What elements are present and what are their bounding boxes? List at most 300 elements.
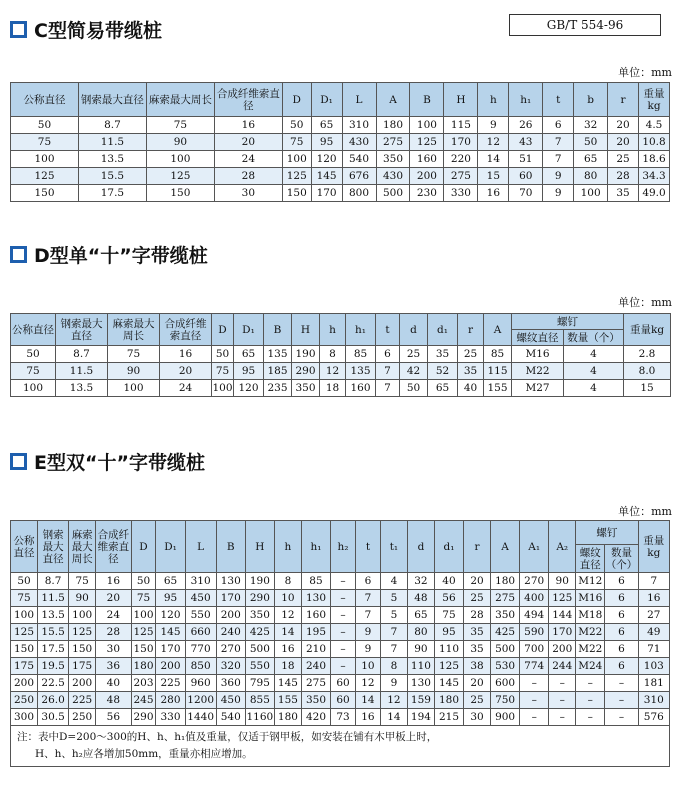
table-cell: 190 [292, 346, 320, 363]
table-d-header: d [400, 314, 428, 346]
table-cell: 170 [444, 134, 478, 151]
table-cell: 180 [434, 692, 463, 709]
table-cell: 36 [96, 658, 131, 675]
table-e-header: 麻索最大周长 [69, 521, 96, 573]
table-c-header: A [376, 83, 410, 117]
table-cell: 450 [185, 590, 216, 607]
table-cell: – [520, 709, 549, 726]
table-c-header: 公称直径 [11, 83, 79, 117]
table-cell: 275 [444, 168, 478, 185]
table-cell: 350 [491, 607, 520, 624]
section-d-title [10, 241, 208, 268]
table-cell: 35 [464, 641, 491, 658]
table-cell: 65 [311, 117, 342, 134]
standard-number-box: GB/T 554-96 [509, 14, 661, 36]
table-cell: 15.5 [78, 168, 146, 185]
table-cell: 250 [69, 709, 96, 726]
table-cell: M22 [576, 641, 605, 658]
table-cell: 400 [520, 590, 549, 607]
table-cell: 660 [185, 624, 216, 641]
table-cell: 11.5 [56, 363, 108, 380]
table-cell: 100 [574, 185, 608, 202]
table-cell: 35 [428, 346, 458, 363]
table-cell: 130 [216, 573, 245, 590]
table-cell: 100 [282, 151, 311, 168]
table-cell: 235 [264, 380, 292, 397]
blue-square-icon [10, 246, 27, 263]
table-row [11, 346, 671, 363]
table-cell: – [331, 607, 356, 624]
table-d-header: 螺钉 [512, 314, 624, 330]
table-c-header: B [410, 83, 444, 117]
table-cell: 203 [131, 675, 156, 692]
table-cell: 160 [346, 380, 376, 397]
table-cell: 125 [410, 134, 444, 151]
table-cell: 14 [380, 709, 407, 726]
table-cell: 7 [380, 624, 407, 641]
table-cell: 275 [491, 590, 520, 607]
table-cell: 230 [410, 185, 444, 202]
table-cell: 50 [11, 346, 56, 363]
table-cell: 20 [608, 117, 639, 134]
table-row [11, 185, 670, 202]
table-e-header: r [464, 521, 491, 573]
table-cell: 120 [156, 607, 185, 624]
table-cell: 550 [245, 658, 274, 675]
table-c [10, 82, 670, 202]
table-cell: 210 [301, 641, 330, 658]
table-d-header: d₁ [428, 314, 458, 346]
table-cell: 15.5 [38, 624, 69, 641]
table-cell: 12 [478, 134, 509, 151]
table-cell: 16 [478, 185, 509, 202]
section-e-title-text: E型双“十”字带缆桩 [34, 452, 205, 474]
table-cell: 28 [214, 168, 282, 185]
table-d-header: A [484, 314, 512, 346]
table-cell: 48 [96, 692, 131, 709]
table-row [11, 641, 670, 658]
table-cell: 17.5 [78, 185, 146, 202]
table-e-subheader: 数量（个） [605, 546, 638, 571]
unit-label-e: 单位：mm [618, 505, 672, 518]
table-cell: 170 [549, 624, 576, 641]
table-cell: 11.5 [38, 590, 69, 607]
table-cell: 850 [185, 658, 216, 675]
table-cell: 360 [216, 675, 245, 692]
table-cell: 145 [274, 675, 301, 692]
table-cell: 30 [214, 185, 282, 202]
table-cell: 95 [156, 590, 185, 607]
table-cell: 185 [264, 363, 292, 380]
table-cell: 145 [434, 675, 463, 692]
table-cell: 2.8 [624, 346, 671, 363]
table-cell: 20 [464, 675, 491, 692]
table-cell: 7 [638, 573, 669, 590]
table-cell: 51 [509, 151, 543, 168]
table-cell: 14 [274, 624, 301, 641]
note-line-2: H、h、h₂应各增加50mm，重量亦相应增加。 [35, 748, 253, 760]
table-cell: 100 [131, 607, 156, 624]
table-c-header: h [478, 83, 509, 117]
unit-label-d: 单位：mm [618, 296, 672, 309]
table-cell: 30 [96, 641, 131, 658]
table-cell: 95 [234, 363, 264, 380]
table-cell: 43 [509, 134, 543, 151]
table-cell: 144 [549, 607, 576, 624]
table-d-header: D [212, 314, 234, 346]
table-cell: 50 [212, 346, 234, 363]
table-cell: 71 [638, 641, 669, 658]
table-cell: 576 [638, 709, 669, 726]
table-cell: 65 [407, 607, 434, 624]
table-e-header: A₁ [520, 521, 549, 573]
table-cell: 350 [292, 380, 320, 397]
table-cell: 6 [376, 346, 400, 363]
table-cell: 494 [520, 607, 549, 624]
table-cell: 240 [216, 624, 245, 641]
table-cell: 350 [245, 607, 274, 624]
table-cell: 15 [624, 380, 671, 397]
table-e-header: t [355, 521, 380, 573]
table-cell: 100 [410, 117, 444, 134]
table-cell: 195 [301, 624, 330, 641]
table-c-header: t [543, 83, 574, 117]
table-cell: 310 [185, 573, 216, 590]
table-cell: 320 [216, 658, 245, 675]
table-cell: M18 [576, 607, 605, 624]
table-cell: 290 [245, 590, 274, 607]
table-cell: 9 [355, 624, 380, 641]
table-d [10, 313, 671, 397]
table-cell: 700 [520, 641, 549, 658]
table-cell: 200 [410, 168, 444, 185]
table-cell: 56 [96, 709, 131, 726]
table-cell: 150 [69, 641, 96, 658]
table-cell: 90 [69, 590, 96, 607]
table-cell: 85 [346, 346, 376, 363]
table-cell: 220 [444, 151, 478, 168]
table-cell: 200 [549, 641, 576, 658]
table-cell: 13.5 [56, 380, 108, 397]
table-cell: 115 [444, 117, 478, 134]
table-row [11, 117, 670, 134]
section-c-title [10, 16, 162, 43]
table-cell: 200 [11, 675, 38, 692]
table-cell: 6 [605, 624, 638, 641]
table-cell: 16 [96, 573, 131, 590]
table-cell: 125 [282, 168, 311, 185]
table-cell: 115 [484, 363, 512, 380]
table-cell: 6 [605, 573, 638, 590]
table-cell: 85 [301, 573, 330, 590]
table-cell: – [549, 675, 576, 692]
table-cell: 8 [274, 573, 301, 590]
table-cell: 1160 [245, 709, 274, 726]
table-cell: 50 [400, 380, 428, 397]
table-cell: 35 [458, 363, 484, 380]
table-e-header: L [185, 521, 216, 573]
table-cell: 42 [400, 363, 428, 380]
table-cell: 1200 [185, 692, 216, 709]
table-cell: 7 [376, 363, 400, 380]
table-cell: 175 [69, 658, 96, 675]
table-c-header: h₁ [509, 83, 543, 117]
table-d-header: 合成纤维索直径 [160, 314, 212, 346]
table-cell: 450 [216, 692, 245, 709]
table-d-header: B [264, 314, 292, 346]
table-cell: 194 [407, 709, 434, 726]
table-cell: 9 [380, 675, 407, 692]
table-c-header: D₁ [311, 83, 342, 117]
table-cell: 160 [410, 151, 444, 168]
table-cell: 7 [543, 134, 574, 151]
table-cell: 28 [464, 607, 491, 624]
table-cell: 8.7 [38, 573, 69, 590]
table-cell: 40 [96, 675, 131, 692]
table-cell: 100 [11, 607, 38, 624]
table-cell: M24 [576, 658, 605, 675]
table-cell: 38 [464, 658, 491, 675]
table-e-header: h [274, 521, 301, 573]
table-cell: 10 [355, 658, 380, 675]
table-cell: 159 [407, 692, 434, 709]
table-cell: 100 [11, 380, 56, 397]
table-cell: 125 [434, 658, 463, 675]
table-cell: 795 [245, 675, 274, 692]
table-cell: 8.7 [56, 346, 108, 363]
table-cell: 425 [491, 624, 520, 641]
table-cell: 6 [543, 117, 574, 134]
table-cell: 20 [214, 134, 282, 151]
table-cell: 16 [638, 590, 669, 607]
table-cell: 150 [146, 185, 214, 202]
table-cell: 73 [331, 709, 356, 726]
table-cell: 550 [185, 607, 216, 624]
table-cell: 75 [212, 363, 234, 380]
table-e-header: 公称直径 [11, 521, 38, 573]
table-cell: 7 [380, 641, 407, 658]
table-cell: 125 [131, 624, 156, 641]
table-cell: 50 [131, 573, 156, 590]
table-cell: 310 [342, 117, 376, 134]
table-cell: 145 [311, 168, 342, 185]
table-d-header: H [292, 314, 320, 346]
table-cell: 75 [69, 573, 96, 590]
table-cell: 150 [282, 185, 311, 202]
table-cell: 330 [156, 709, 185, 726]
table-cell: 52 [428, 363, 458, 380]
table-cell: 50 [574, 134, 608, 151]
table-cell: 855 [245, 692, 274, 709]
table-e [10, 520, 670, 767]
table-cell: 40 [434, 573, 463, 590]
table-cell: 145 [156, 624, 185, 641]
table-cell: 120 [234, 380, 264, 397]
table-cell: 35 [608, 185, 639, 202]
table-cell: 8 [380, 658, 407, 675]
table-cell: 65 [156, 573, 185, 590]
table-cell: 170 [311, 185, 342, 202]
table-cell: 500 [376, 185, 410, 202]
table-cell: 50 [11, 573, 38, 590]
table-cell: – [549, 709, 576, 726]
table-cell: 275 [301, 675, 330, 692]
table-cell: 12 [355, 675, 380, 692]
table-cell: 27 [638, 607, 669, 624]
table-cell: 180 [274, 709, 301, 726]
table-cell: 25 [458, 346, 484, 363]
table-e-header: d₁ [434, 521, 463, 573]
table-cell: 6 [605, 641, 638, 658]
table-cell: 20 [464, 573, 491, 590]
table-cell: M27 [512, 380, 564, 397]
table-cell: 90 [549, 573, 576, 590]
table-cell: 100 [212, 380, 234, 397]
table-row [11, 658, 670, 675]
table-cell: 110 [434, 641, 463, 658]
table-e-header: 钢索最大直径 [38, 521, 69, 573]
table-cell: 180 [376, 117, 410, 134]
table-row [11, 151, 670, 168]
table-cell: 100 [108, 380, 160, 397]
table-cell: 12 [320, 363, 346, 380]
table-c-header: 合成纤维索直径 [214, 83, 282, 117]
table-cell: 60 [331, 692, 356, 709]
table-cell: 244 [549, 658, 576, 675]
table-cell: 22.5 [38, 675, 69, 692]
table-cell: 25 [464, 590, 491, 607]
table-d-subheader: 数量（个） [564, 330, 624, 346]
table-cell: 25 [400, 346, 428, 363]
table-cell: 155 [274, 692, 301, 709]
table-cell: 770 [185, 641, 216, 658]
unit-label-c: 单位：mm [618, 66, 672, 79]
table-cell: 18.6 [639, 151, 670, 168]
table-e-header: A [491, 521, 520, 573]
table-cell: 6 [605, 658, 638, 675]
table-cell: 48 [407, 590, 434, 607]
table-d-header: 钢索最大直径 [56, 314, 108, 346]
table-cell: 75 [108, 346, 160, 363]
table-cell: 26.0 [38, 692, 69, 709]
table-row [11, 573, 670, 590]
table-cell: – [331, 641, 356, 658]
table-cell: 28 [608, 168, 639, 185]
table-cell: 100 [11, 151, 79, 168]
table-cell: M22 [512, 363, 564, 380]
table-d-header: 公称直径 [11, 314, 56, 346]
table-cell: 130 [407, 675, 434, 692]
table-d-header: D₁ [234, 314, 264, 346]
table-row [11, 709, 670, 726]
table-cell: 170 [156, 641, 185, 658]
table-cell: 16 [355, 709, 380, 726]
table-cell: 11.5 [78, 134, 146, 151]
table-d-header: h₁ [346, 314, 376, 346]
table-d-header: 麻索最大周长 [108, 314, 160, 346]
table-cell: 240 [301, 658, 330, 675]
table-cell: 280 [156, 692, 185, 709]
table-e-header: 重量kg [638, 521, 669, 573]
table-cell: 225 [156, 675, 185, 692]
table-cell: 225 [69, 692, 96, 709]
table-cell: 7 [376, 380, 400, 397]
table-cell: 215 [434, 709, 463, 726]
table-c-header: r [608, 83, 639, 117]
table-cell: 4 [380, 573, 407, 590]
table-cell: 4 [564, 363, 624, 380]
table-c-header: 重量kg [639, 83, 670, 117]
table-cell: 24 [214, 151, 282, 168]
table-cell: 9 [478, 117, 509, 134]
blue-square-icon [10, 21, 27, 38]
table-cell: 32 [574, 117, 608, 134]
table-cell: 200 [69, 675, 96, 692]
table-cell: 9 [543, 185, 574, 202]
table-cell: M12 [576, 573, 605, 590]
table-cell: 17.5 [38, 641, 69, 658]
table-e-header: h₁ [301, 521, 330, 573]
table-cell: 95 [434, 624, 463, 641]
table-cell: 540 [342, 151, 376, 168]
table-cell: 24 [160, 380, 212, 397]
table-cell: – [605, 692, 638, 709]
table-cell: – [605, 675, 638, 692]
table-cell: 65 [428, 380, 458, 397]
table-cell: 8.0 [624, 363, 671, 380]
table-cell: 20 [96, 590, 131, 607]
table-cell: 500 [491, 641, 520, 658]
table-row [11, 692, 670, 709]
table-cell: 6 [605, 607, 638, 624]
table-cell: – [331, 573, 356, 590]
table-d-header: 重量kg [624, 314, 671, 346]
table-cell: M16 [512, 346, 564, 363]
table-cell: 270 [216, 641, 245, 658]
table-cell: 7 [543, 151, 574, 168]
table-cell: 150 [11, 185, 79, 202]
table-cell: 70 [509, 185, 543, 202]
table-e-header: A₂ [549, 521, 576, 573]
table-cell: 270 [520, 573, 549, 590]
table-cell: – [605, 709, 638, 726]
table-cell: 9 [543, 168, 574, 185]
table-row [11, 134, 670, 151]
table-row [11, 380, 671, 397]
table-cell: 8.7 [78, 117, 146, 134]
table-cell: 125 [549, 590, 576, 607]
table-cell: 800 [342, 185, 376, 202]
table-cell: 125 [146, 168, 214, 185]
table-c-header: 麻索最大周长 [146, 83, 214, 117]
table-cell: 125 [11, 624, 38, 641]
table-row [11, 363, 671, 380]
table-d-header: h [320, 314, 346, 346]
table-cell: 80 [407, 624, 434, 641]
table-cell: 90 [407, 641, 434, 658]
table-d-header: t [376, 314, 400, 346]
table-cell: 590 [520, 624, 549, 641]
table-cell: 24 [96, 607, 131, 624]
note-line-1: 注：表中D=200～300的H、h、h₁值及重量，仅适于钢甲板，如安装在铺有木甲板上时， [17, 731, 438, 743]
table-cell: 7 [355, 607, 380, 624]
table-cell: 425 [245, 624, 274, 641]
table-cell: 18 [274, 658, 301, 675]
table-cell: 181 [638, 675, 669, 692]
table-c-header: H [444, 83, 478, 117]
section-d-title-text: D型单“十”字带缆桩 [34, 245, 208, 267]
table-cell: 95 [311, 134, 342, 151]
